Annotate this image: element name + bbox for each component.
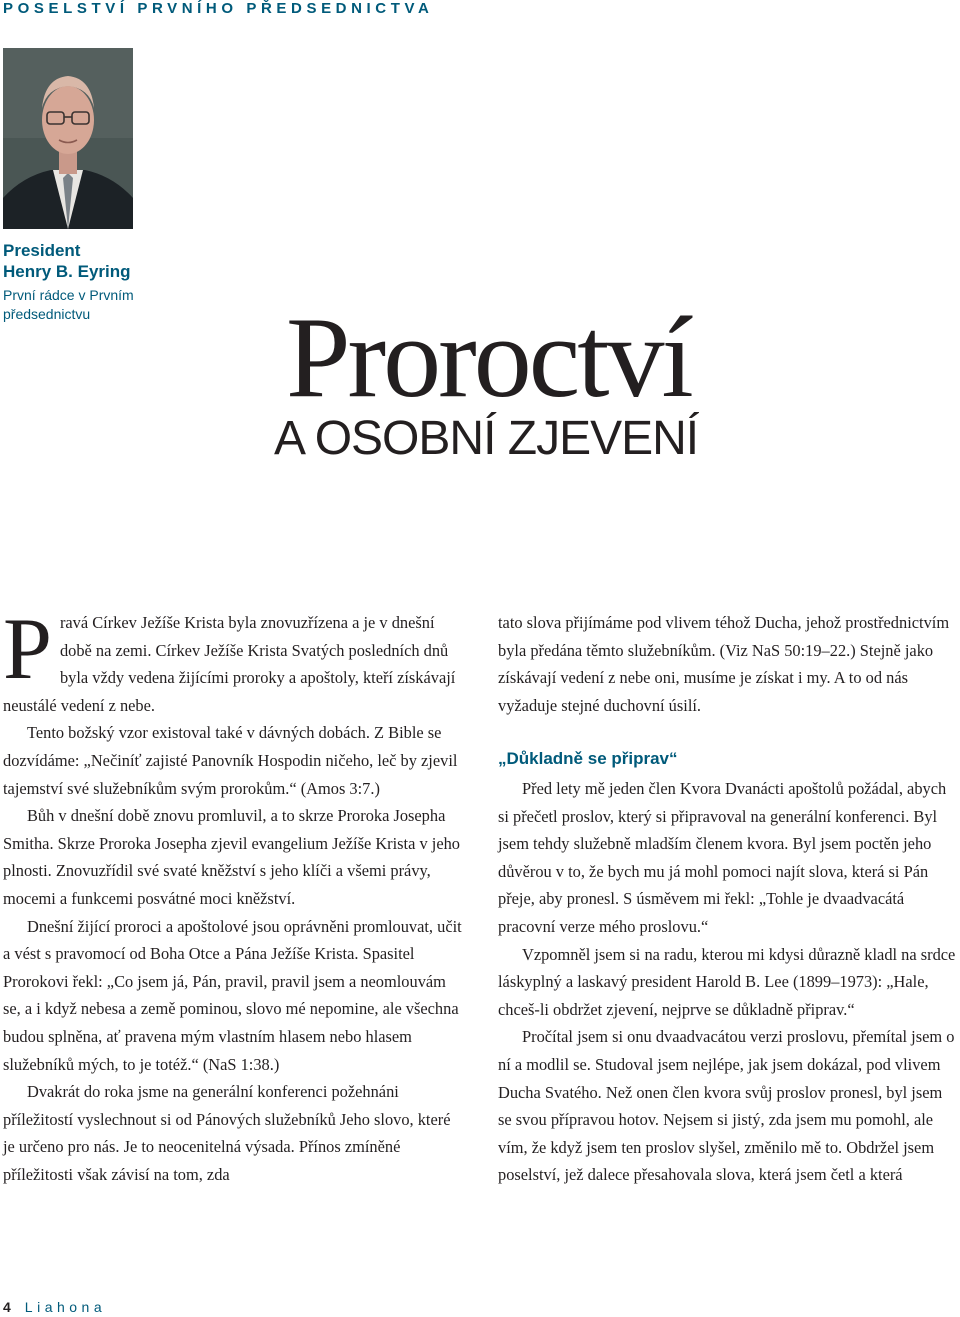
section-label: POSELSTVÍ PRVNÍHO PŘEDSEDNICTVA bbox=[3, 0, 434, 17]
article-column-right bbox=[498, 609, 960, 1189]
body-paragraph: Tento božský vzor existoval také v dávných dobách. Z Bible se dozvídáme: „Nečiníť zajisté Panovník Hospodin ničeho, leč by zjevil tajemství své služebníkům svým prorokům.“ (Amos 3:7.) bbox=[3, 723, 458, 798]
article-subtitle: A OSOBNÍ ZJEVENÍ bbox=[274, 412, 699, 465]
body-paragraph: Před lety mě jeden člen Kvora Dvanácti apoštolů požádal, abych si přečetl proslov, který si připravoval na generální konferenci. Byl jsem tehdy služebně mladším členem kvora. Byl jsem poctěn jeho důvěrou v to, že bych mu já mohl pomoci najít slova, která si Pán přeje, aby pronesl. S úsměvem mi řekl: „Tohle je dvaadvacátá pracovní verze mého proslovu.“ bbox=[498, 778, 947, 936]
author-portrait bbox=[3, 48, 133, 229]
magazine-name: Liahona bbox=[24, 1299, 107, 1315]
drop-cap: P bbox=[3, 601, 52, 698]
body-paragraph: Dnešní žijící proroci a apoštolové jsou oprávněni promlouvat, učit a vést s pravomocí od Boha Otce a Pána Ježíše Krista. Spasitel Prorokovi řekl: „Co jsem já, Pán, pravil, pravil jsem a neomlouvám se, a i když nebesa a země pominou, slovo mé nepomine, ale všechna budou splněna, ať pravena mým vlastním hlasem nebo hlasem služebníků mých, to je totéž.“ (NaS 1:38.) bbox=[3, 916, 462, 1074]
body-paragraph: Vzpomněl jsem si na radu, kterou mi kdysi důrazně kladl na srdce láskyplný a laskavý president Harold B. Lee (1899–1973): „Hale, chceš-li obdržet zjevení, nejprve se důkladně připrav.“ bbox=[498, 944, 956, 1019]
author-title: President bbox=[3, 241, 81, 260]
body-paragraph: Bůh v dnešní době znovu promluvil, a to skrze Proroka Josepha Smitha. Skrze Proroka Josepha zjevil evangelium Ježíše Krista v jeho plnosti. Znovuzřídil své svaté kněžství s jeho klíči a všemi právy, mocemi a funkcemi posvátné moci kněžství. bbox=[3, 806, 461, 908]
body-paragraph bbox=[3, 601, 462, 719]
body-paragraph: Pročítal jsem si onu dvaadvacátou verzi proslovu, přemítal jsem o ní a modlil se. Studoval jsem nejlépe, jak jsem dokázal, pod vlivem Ducha Svatého. Než onen člen kvora svůj proslov pronesl, byl jsem se svou přípravou hotov. Nejsem si jistý, zda jsem mu pomohl, ale vím, že když jsem ten proslov slyšel, změnilo mě to. Obdržel jsem poselství, jež dalece přesahovala slova, která jsem četl a která bbox=[498, 1027, 955, 1185]
body-paragraph: Dvakrát do roka jsme na generální konferenci požehnáni příležitostí vyslechnout si od Pánových služebníků Jeho slovo, které je určeno pro nás. Je to neocenitelná výsada. Přínos zmíněné příležitosti však závisí na tom, zda bbox=[3, 1082, 451, 1184]
author-role: První rádce v Prvním předsednictvu bbox=[3, 287, 134, 322]
author-name-block bbox=[3, 240, 203, 282]
author-name: Henry B. Eyring bbox=[3, 262, 131, 281]
article-title: Proroctví bbox=[286, 294, 691, 422]
page-number: 4 bbox=[3, 1299, 11, 1315]
article-subheading: „Důkladně se připrav“ bbox=[498, 749, 678, 769]
page-footer bbox=[3, 1298, 106, 1316]
body-paragraph: tato slova přijímáme pod vlivem téhož Ducha, jehož prostřednictvím byla předána těmto služebníkům. (Viz NaS 50:19–22.) Stejně jako získávají vedení z nebe oni, musíme je získat i my. A to od nás vyžaduje stejné duchovní úsilí. bbox=[498, 613, 950, 715]
body-text: ravá Církev Ježíše Krista byla znovuzřízena a je v dnešní době na zemi. Církev Ježíše Krista Svatých posledních dnů byla vždy vedena žijícími proroky a apoštoly, kteří získávají neustálé vedení z nebe. bbox=[3, 613, 456, 715]
article-column-left bbox=[3, 601, 462, 1188]
